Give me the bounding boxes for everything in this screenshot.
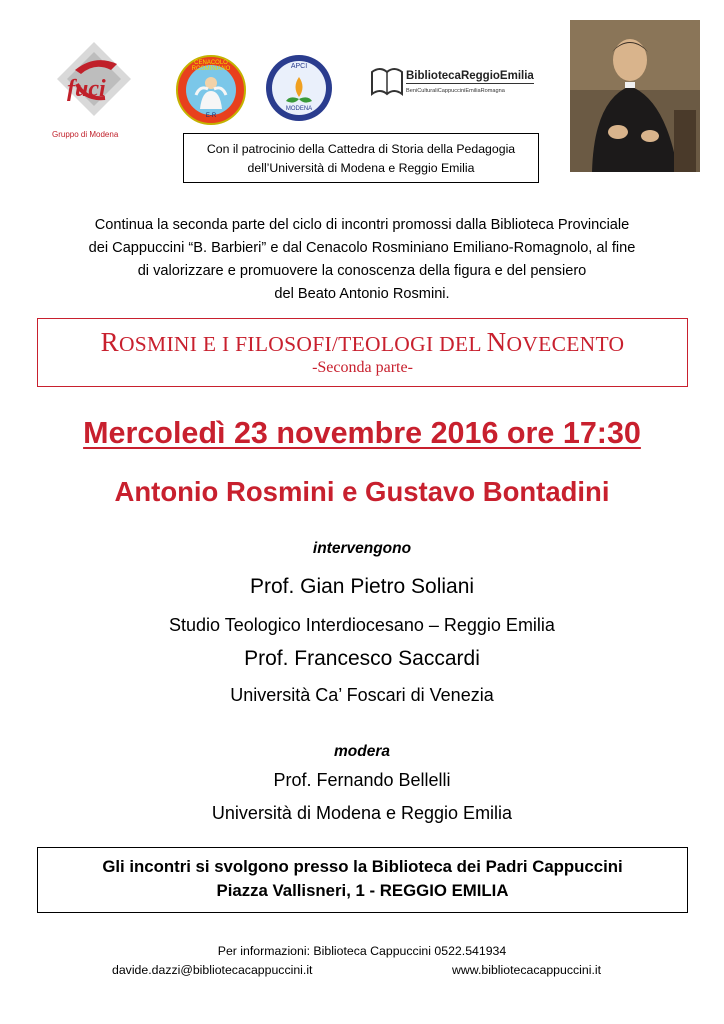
biblioteca-logo-subtitle: BeniCulturaliCappucciniEmiliaRomagna (406, 88, 505, 94)
intro-line-3: di valorizzare e promuovere la conoscenza della figura e del pensiero (137, 263, 587, 279)
cenacolo-logo-subtext: E-R (205, 113, 217, 119)
venue-box (37, 847, 688, 913)
series-title (38, 327, 687, 358)
cenacolo-logo-text: CENACOLO ROSMINIANO (191, 60, 231, 72)
intro-line-2: dei Cappuccini “B. Barbieri” e dal Cenacolo Rosminiano Emiliano-Romagnolo, al fine (88, 240, 636, 256)
moderator-label: modera (334, 743, 390, 760)
footer-website-link[interactable]: www.bibliotecacappuccini.it (452, 963, 602, 977)
series-title-initial-n: N (486, 327, 507, 357)
event-topic: Antonio Rosmini e Gustavo Bontadini (114, 476, 610, 507)
antonio-rosmini-portrait (570, 20, 700, 172)
intro-line-4: del Beato Antonio Rosmini. (274, 286, 450, 302)
series-title-part-1: OSMINI E I FILOSOFI/TEOLOGI DEL (118, 332, 487, 356)
cenacolo-rosminiano-logo (176, 55, 246, 125)
intro-paragraph (40, 214, 684, 306)
footer-info: Per informazioni: Biblioteca Cappuccini 0522.541934 (217, 944, 507, 958)
intro-line-1: Continua la seconda parte del ciclo di incontri promossi dalla Biblioteca Provinciale (94, 217, 630, 233)
speaker-1-name: Prof. Gian Pietro Soliani (249, 575, 475, 598)
fuci-logo (55, 40, 133, 118)
apci-logo (266, 55, 332, 121)
speaker-1-affiliation: Studio Teologico Interdiocesano – Reggio Emilia (169, 615, 555, 635)
book-icon (370, 64, 404, 98)
biblioteca-logo-title: BibliotecaReggioEmilia (406, 70, 534, 82)
venue-line-2: Piazza Vallisneri, 1 - REGGIO EMILIA (216, 881, 509, 900)
patronage-line-1: Con il patrocinio della Cattedra di Storia della Pedagogia (206, 142, 516, 156)
speaker-2-name: Prof. Francesco Saccardi (244, 647, 480, 670)
moderator-name: Prof. Fernando Bellelli (273, 770, 451, 790)
fuci-caption: Gruppo di Modena (52, 130, 119, 139)
apci-logo-subtext: MODENA (285, 106, 313, 112)
series-subtitle: -Seconda parte- (312, 359, 413, 376)
patronage-line-2: dell’Università di Modena e Reggio Emilia (247, 161, 475, 175)
series-title-initial-r: R (100, 327, 119, 357)
biblioteca-reggio-emilia-logo (370, 62, 545, 102)
speakers-label: intervengono (312, 540, 412, 557)
series-title-box (37, 318, 688, 387)
moderator-affiliation: Università di Modena e Reggio Emilia (211, 803, 513, 823)
event-date: Mercoledì 23 novembre 2016 ore 17:30 (83, 416, 641, 450)
apci-logo-text: APCI (290, 63, 308, 70)
venue-line-1: Gli incontri si svolgono presso la Biblioteca dei Padri Cappuccini (102, 857, 623, 876)
speaker-2-affiliation: Università Ca’ Foscari di Venezia (230, 685, 494, 705)
footer-email-link[interactable]: davide.dazzi@bibliotecacappuccini.it (112, 963, 313, 977)
cenacolo-logo-emblem (186, 65, 236, 115)
fuci-logo-text: fuci (67, 76, 106, 102)
patronage-box (183, 133, 539, 183)
series-title-part-2: OVECENTO (506, 332, 625, 356)
